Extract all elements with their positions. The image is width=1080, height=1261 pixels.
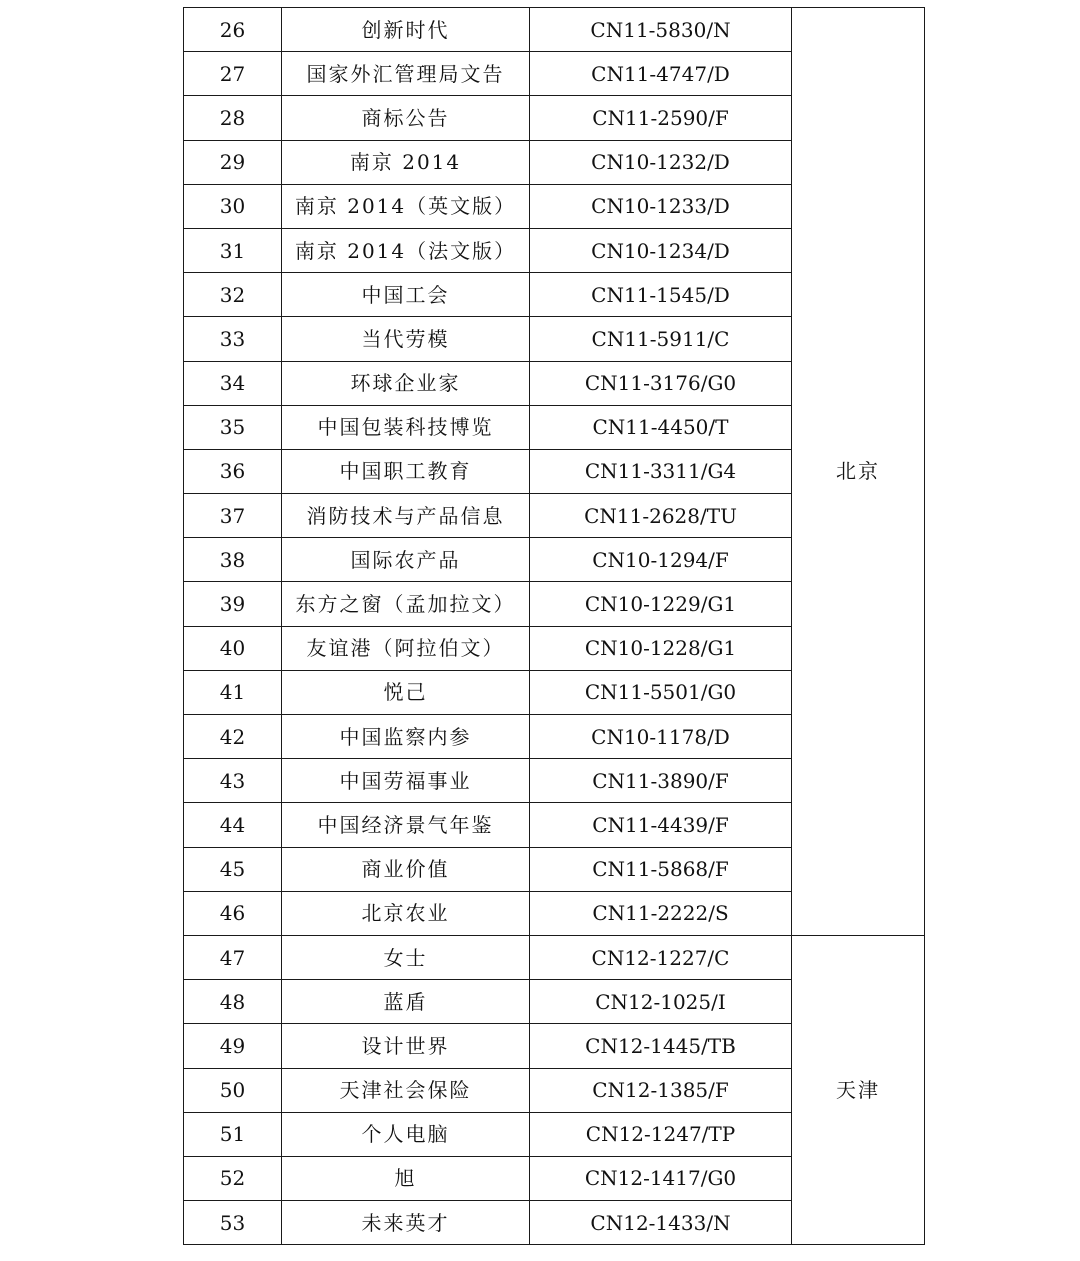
row-number: 27 — [184, 52, 282, 96]
region-cell: 天津 — [792, 935, 925, 1244]
row-number: 28 — [184, 96, 282, 140]
journal-name: 商业价值 — [282, 847, 530, 891]
row-number: 50 — [184, 1068, 282, 1112]
journal-name: 女士 — [282, 935, 530, 979]
row-number: 34 — [184, 361, 282, 405]
journal-name: 旭 — [282, 1156, 530, 1200]
journal-table — [183, 7, 925, 1245]
row-number: 46 — [184, 891, 282, 935]
row-number: 35 — [184, 405, 282, 449]
journal-name: 中国工会 — [282, 273, 530, 317]
row-number: 41 — [184, 670, 282, 714]
cn-number: CN10-1294/F — [530, 538, 792, 582]
row-number: 42 — [184, 715, 282, 759]
journal-name: 中国经济景气年鉴 — [282, 803, 530, 847]
cn-number: CN11-4450/T — [530, 405, 792, 449]
cn-number: CN12-1445/TB — [530, 1024, 792, 1068]
row-number: 43 — [184, 759, 282, 803]
cn-number: CN10-1178/D — [530, 715, 792, 759]
cn-number: CN11-3311/G4 — [530, 449, 792, 493]
row-number: 52 — [184, 1156, 282, 1200]
journal-name: 南京 2014 — [282, 140, 530, 184]
cn-number: CN11-2222/S — [530, 891, 792, 935]
cn-number: CN10-1228/G1 — [530, 626, 792, 670]
cn-number: CN10-1233/D — [530, 184, 792, 228]
row-number: 36 — [184, 449, 282, 493]
cn-number: CN11-5501/G0 — [530, 670, 792, 714]
journal-name: 中国劳福事业 — [282, 759, 530, 803]
cn-number: CN10-1234/D — [530, 228, 792, 272]
cn-number: CN11-5868/F — [530, 847, 792, 891]
journal-name: 设计世界 — [282, 1024, 530, 1068]
journal-name: 创新时代 — [282, 8, 530, 52]
row-number: 44 — [184, 803, 282, 847]
row-number: 26 — [184, 8, 282, 52]
journal-name: 天津社会保险 — [282, 1068, 530, 1112]
journal-name: 悦己 — [282, 670, 530, 714]
journal-name: 当代劳模 — [282, 317, 530, 361]
cn-number: CN11-5830/N — [530, 8, 792, 52]
row-number: 40 — [184, 626, 282, 670]
row-number: 51 — [184, 1112, 282, 1156]
journal-name: 蓝盾 — [282, 980, 530, 1024]
row-number: 29 — [184, 140, 282, 184]
table-body — [184, 8, 925, 1245]
cn-number: CN12-1025/I — [530, 980, 792, 1024]
journal-name: 消防技术与产品信息 — [282, 494, 530, 538]
journal-name: 北京农业 — [282, 891, 530, 935]
region-cell: 北京 — [792, 8, 925, 936]
cn-number: CN10-1229/G1 — [530, 582, 792, 626]
journal-name: 国际农产品 — [282, 538, 530, 582]
cn-number: CN12-1417/G0 — [530, 1156, 792, 1200]
journal-name: 环球企业家 — [282, 361, 530, 405]
journal-name: 中国职工教育 — [282, 449, 530, 493]
row-number: 33 — [184, 317, 282, 361]
row-number: 53 — [184, 1201, 282, 1245]
row-number: 49 — [184, 1024, 282, 1068]
journal-name: 中国包装科技博览 — [282, 405, 530, 449]
table-row — [184, 935, 925, 979]
row-number: 32 — [184, 273, 282, 317]
row-number: 30 — [184, 184, 282, 228]
cn-number: CN11-4439/F — [530, 803, 792, 847]
cn-number: CN11-2590/F — [530, 96, 792, 140]
journal-name: 未来英才 — [282, 1201, 530, 1245]
row-number: 37 — [184, 494, 282, 538]
row-number: 47 — [184, 935, 282, 979]
table-row — [184, 8, 925, 52]
row-number: 48 — [184, 980, 282, 1024]
journal-name: 国家外汇管理局文告 — [282, 52, 530, 96]
journal-name: 个人电脑 — [282, 1112, 530, 1156]
cn-number: CN11-2628/TU — [530, 494, 792, 538]
row-number: 31 — [184, 228, 282, 272]
journal-name: 南京 2014（法文版） — [282, 228, 530, 272]
cn-number: CN11-4747/D — [530, 52, 792, 96]
cn-number: CN12-1247/TP — [530, 1112, 792, 1156]
journal-name: 东方之窗（孟加拉文） — [282, 582, 530, 626]
journal-name: 商标公告 — [282, 96, 530, 140]
cn-number: CN12-1385/F — [530, 1068, 792, 1112]
cn-number: CN12-1227/C — [530, 935, 792, 979]
row-number: 39 — [184, 582, 282, 626]
journal-name: 友谊港（阿拉伯文） — [282, 626, 530, 670]
cn-number: CN11-3890/F — [530, 759, 792, 803]
cn-number: CN11-3176/G0 — [530, 361, 792, 405]
cn-number: CN12-1433/N — [530, 1201, 792, 1245]
cn-number: CN10-1232/D — [530, 140, 792, 184]
journal-name: 南京 2014（英文版） — [282, 184, 530, 228]
cn-number: CN11-5911/C — [530, 317, 792, 361]
row-number: 38 — [184, 538, 282, 582]
journal-name: 中国监察内参 — [282, 715, 530, 759]
cn-number: CN11-1545/D — [530, 273, 792, 317]
row-number: 45 — [184, 847, 282, 891]
